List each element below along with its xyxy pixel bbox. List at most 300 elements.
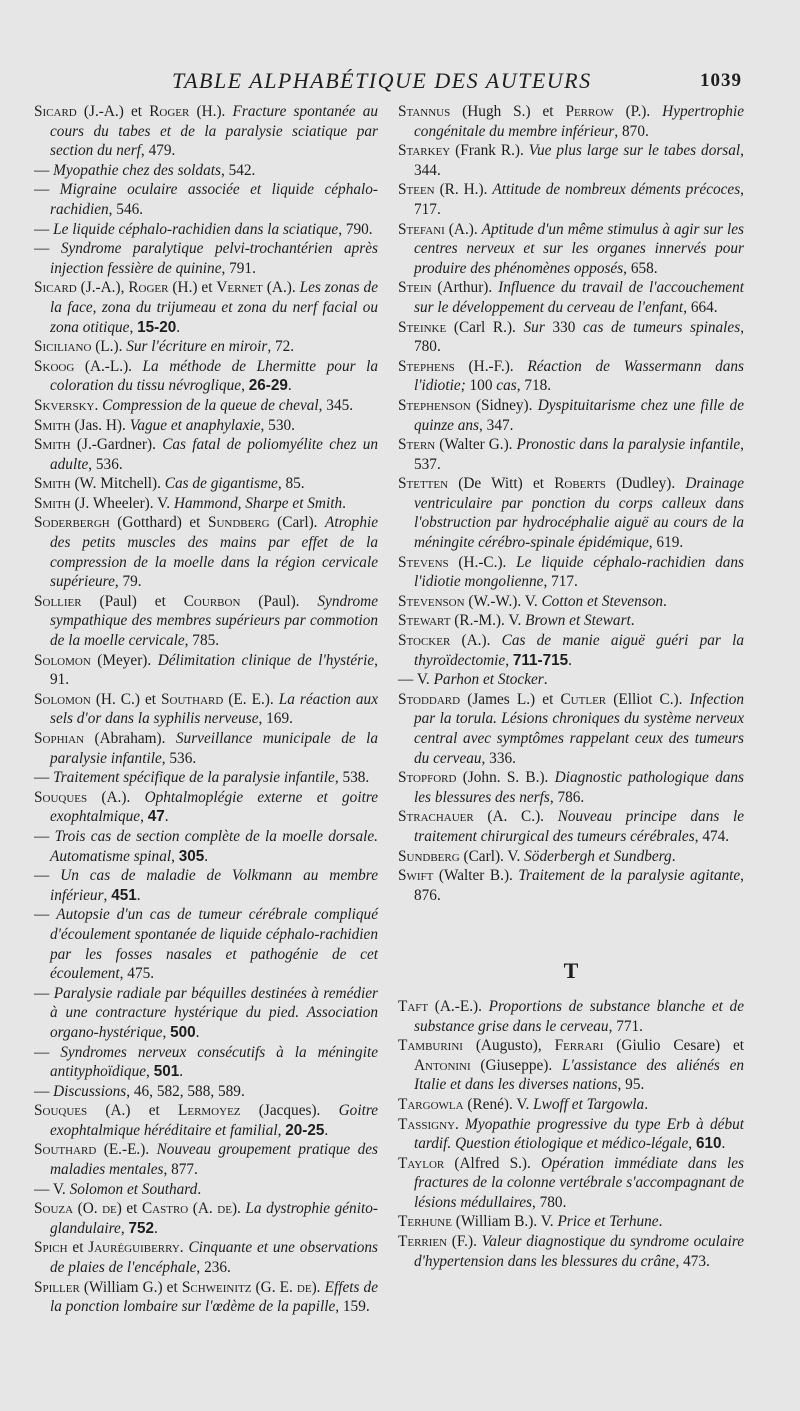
index-entry	[34, 513, 378, 591]
entry-text: (De Witt) et	[448, 475, 555, 493]
author-name: Sollier	[34, 592, 82, 610]
right-column	[398, 102, 744, 1271]
title-text: Myopathie chez des soldats	[53, 161, 221, 179]
page-ref-bold: 501	[153, 1063, 180, 1081]
entry-text: (Augusto),	[462, 1037, 555, 1055]
index-entry	[398, 357, 744, 396]
entry-text: .	[671, 847, 676, 865]
entry-text: (O.	[73, 1200, 103, 1218]
author-name: Jauréguiberry	[88, 1239, 180, 1257]
author-name: Stewart	[398, 612, 451, 630]
entry-text: , 786.	[549, 788, 585, 806]
entry-text: .	[644, 1095, 649, 1113]
entry-text: .	[342, 494, 346, 512]
author-name: Sundberg	[398, 847, 460, 865]
running-title: TABLE ALPHABÉTIQUE DES AUTEURS	[172, 68, 592, 93]
entry-text: (Alfred S.).	[444, 1154, 541, 1172]
entry-text: (J.-A.),	[76, 279, 129, 297]
author-name: de	[217, 1200, 232, 1218]
author-name: Tassigny	[398, 1115, 456, 1133]
title-text: Infection par la torula. Lésions chroniques du système nerveux central avec symptômes rappelant ceux des tumeurs du cerveau	[414, 690, 744, 767]
author-name: Targowla	[398, 1095, 464, 1113]
entry-text: .	[568, 651, 572, 669]
title-text: Nouveau principe dans le traitement chirurgical des tumeurs cérébrales	[414, 808, 745, 845]
entry-text: (E. E.).	[223, 690, 279, 708]
title-text: Syndrome sympathique des membres supérieurs par commotion de la moelle cervicale	[50, 592, 378, 650]
section-t-entries	[398, 997, 744, 1271]
index-entry	[398, 180, 744, 219]
entry-text: ,	[103, 886, 112, 904]
entry-text: 100	[465, 377, 497, 395]
entry-text: (Carl). V.	[459, 847, 525, 865]
author-name: Skoog	[34, 357, 75, 375]
entry-text: (J.-A.) et	[76, 103, 150, 120]
index-entry	[398, 1212, 744, 1232]
index-entry	[398, 611, 744, 631]
index-entry	[34, 180, 378, 219]
index-entry	[34, 102, 378, 161]
index-entry	[34, 690, 378, 729]
index-entry	[34, 1180, 378, 1200]
author-name: Sicard	[34, 103, 77, 120]
title-text: Un cas de maladie de Volkmann au membre inférieur	[50, 867, 378, 904]
entry-text: (H.).	[189, 103, 233, 120]
author-name: de	[296, 1278, 312, 1296]
entry-text: .	[663, 592, 667, 610]
author-name: Antonini	[414, 1056, 471, 1074]
author-name: Spich	[34, 1239, 68, 1257]
page-ref-bold: 610	[695, 1135, 722, 1153]
title-text: La méthode de Lhermitte pour la coloration du tissu névroglique	[50, 357, 378, 395]
entry-text: , 479.	[140, 142, 176, 160]
title-text: cas de tumeurs spinales	[583, 318, 741, 336]
title-text: Paralysie radiale par béquilles destinées à remédier à une contracture hystérique du pied. Association organo-hystérique	[50, 984, 378, 1041]
entry-text: (A.).	[87, 788, 145, 806]
author-name: Southard	[161, 690, 224, 708]
title-text: Cinquante et une observations de plaies de l'encéphale	[50, 1239, 378, 1277]
author-name: Stevens	[398, 553, 449, 571]
entry-text: (Carl R.).	[446, 318, 524, 336]
entry-text: ,	[171, 847, 179, 865]
title-text: Vague et anaphylaxie	[129, 416, 261, 434]
author-name: Cutler	[560, 690, 607, 708]
entry-text: ) et	[116, 1200, 142, 1218]
entry-text: ,	[120, 1219, 129, 1237]
index-entry	[398, 690, 744, 768]
entry-text: , 72.	[267, 338, 295, 356]
title-text: Lwoff et Targowla	[533, 1095, 645, 1113]
author-name: Soderbergh	[34, 514, 110, 532]
page-ref-bold: 500	[170, 1023, 196, 1041]
author-name: de	[102, 1200, 117, 1218]
author-name: Roberts	[554, 475, 606, 493]
index-entry	[398, 396, 744, 435]
title-text: Aptitude d'un même stimulus à agir sur les centres nerveux et sur les organes innervés pour produire des phénomènes opposés	[414, 220, 744, 277]
entry-text: ).	[311, 1278, 325, 1296]
entry-text: — V.	[398, 671, 434, 689]
author-name: Steinke	[398, 318, 447, 336]
entry-text: .	[197, 1180, 202, 1198]
author-name: Swift	[398, 867, 434, 885]
title-text: Sur l'écriture en miroir	[126, 338, 268, 356]
index-entry	[34, 435, 378, 474]
entry-text: (Paul).	[240, 592, 318, 610]
entry-text: .	[543, 671, 548, 689]
entry-text: (L.).	[91, 338, 127, 356]
entry-text: , 475.	[119, 965, 155, 983]
entry-text: (John. S. B.).	[456, 769, 555, 787]
title-text: Cas de manie aiguë guéri par la thyroïdectomie	[414, 632, 744, 669]
entry-text: (P.).	[613, 103, 663, 120]
entry-text: —	[34, 220, 54, 238]
author-name: Stein	[398, 279, 432, 297]
author-name: Smith	[34, 494, 71, 512]
author-name: Roger	[128, 279, 169, 297]
entry-text: , 336.	[481, 749, 516, 767]
entry-text: (A.) et	[87, 1102, 178, 1120]
entry-text: , 771.	[608, 1017, 643, 1035]
page-ref-bold: 711-715	[512, 651, 569, 669]
entry-text: (Dudley).	[605, 475, 686, 493]
index-entry	[398, 670, 744, 690]
entry-text: (James L.) et	[460, 690, 561, 708]
entry-text: , 347.	[479, 416, 514, 434]
index-entry	[34, 220, 378, 240]
title-text: Diagnostic pathologique dans les blessures des nerfs	[414, 769, 744, 806]
title-text: Délimitation clinique de l'hystérie	[157, 651, 375, 669]
index-entry	[34, 729, 378, 768]
author-name: Smith	[34, 416, 71, 434]
entry-text: , 530.	[260, 416, 295, 434]
entry-text: , 159.	[335, 1298, 370, 1316]
entry-text: .	[164, 808, 169, 826]
title-text: Cas fatal de poliomyélite chez un adulte	[50, 436, 378, 473]
entry-text: (A.).	[450, 632, 502, 650]
title-text: L'assistance des aliénés en Italie et dans les diverses nations	[414, 1056, 745, 1094]
entry-text: —	[34, 161, 54, 179]
title-text: Les zonas de la face, zona du trijumeau et zona du nerf facial ou zona otitique	[50, 279, 378, 336]
index-entry	[398, 435, 744, 474]
title-text: Opération immédiate dans les fractures de la colonne vertébrale s'accompagnant de lésions médullaires	[414, 1154, 744, 1211]
title-text: Dyspituitarisme chez une fille de quinze ans	[414, 396, 744, 434]
entry-text: .	[324, 1121, 329, 1139]
author-name: Solomon	[34, 651, 91, 669]
entry-text: .	[195, 1023, 200, 1041]
entry-text: (Frank R.).	[450, 142, 529, 160]
index-entry	[34, 416, 378, 436]
entry-text: ,	[277, 1121, 286, 1139]
author-name: Taylor	[398, 1154, 445, 1172]
entry-text: , 718.	[516, 377, 552, 395]
entry-text: , 169.	[258, 710, 293, 728]
author-name: Sicard	[34, 279, 77, 297]
index-entry	[398, 1036, 744, 1095]
author-name: Stoddard	[398, 690, 461, 708]
author-name: Ferrari	[554, 1037, 604, 1055]
entry-text: , 717.	[414, 181, 744, 218]
entry-text: (Walter G.).	[435, 436, 517, 454]
entry-text: (A.-E.).	[428, 997, 489, 1015]
entry-text: —	[34, 240, 61, 258]
page-ref-bold: 47	[147, 808, 165, 826]
author-name: Schweinitz	[181, 1278, 252, 1296]
index-entry	[398, 997, 744, 1036]
index-entry	[398, 1095, 744, 1115]
entry-text: (A. C.).	[473, 808, 558, 826]
index-entry	[398, 807, 744, 846]
author-name: Stephenson	[398, 396, 471, 414]
entry-text: 330	[544, 318, 583, 336]
entry-text: , 664.	[683, 298, 718, 316]
index-entry	[34, 866, 378, 905]
author-name: Stannus	[398, 103, 451, 120]
entry-text: , 876.	[414, 867, 744, 904]
entry-text: ,	[146, 1063, 154, 1081]
entry-text: (W.-W.). V.	[464, 592, 542, 610]
entry-text: —	[34, 906, 57, 924]
author-name: Terrien	[398, 1233, 448, 1251]
title-text: Price et Terhune	[557, 1213, 659, 1231]
entry-text: , 536.	[161, 749, 197, 767]
entry-text: (A.-L.).	[74, 357, 143, 375]
title-text: Söderbergh et Sundberg	[524, 847, 672, 865]
entry-text: , 474.	[694, 827, 730, 845]
title-text: Atrophie des petits muscles des mains par effet de la compression de la moelle dans la région cervicale supérieure	[50, 514, 379, 591]
index-entry	[398, 847, 744, 867]
title-text: La réaction aux sels d'or dans la syphilis nerveuse	[50, 690, 378, 728]
title-text: Solomon et Southard	[69, 1180, 198, 1198]
entry-text: —	[34, 1043, 61, 1061]
entry-text: —	[34, 984, 54, 1002]
entry-text: , 236.	[196, 1259, 231, 1277]
entry-text: .	[179, 1239, 189, 1257]
index-entry	[34, 357, 378, 396]
index-entry	[34, 788, 378, 827]
entry-text: (William G.) et	[79, 1278, 182, 1296]
entry-text: , 790.	[338, 220, 373, 238]
entry-text: , 877.	[163, 1161, 198, 1179]
index-entry	[398, 768, 744, 807]
author-name: Sundberg	[207, 514, 270, 532]
title-text: Drainage ventriculaire par ponction du corps calleux dans l'obstruction par hydrocéphalie aiguë au cours de la méningite cérébro-spinale épidémique	[414, 475, 744, 552]
author-name: Skversky	[34, 396, 95, 414]
title-text: Surveillance municipale de la paralysie infantile	[50, 730, 379, 767]
entry-text: , 538.	[334, 769, 370, 787]
entry-text: .	[94, 396, 103, 414]
title-text: Vue plus large sur le tabes dorsal	[528, 142, 741, 160]
entry-text: .	[287, 377, 292, 395]
index-entry	[34, 827, 378, 866]
author-name: Steen	[398, 181, 435, 199]
author-name: Solomon	[34, 690, 91, 708]
entry-text: (Jacques).	[240, 1102, 339, 1120]
entry-text: , 780.	[414, 318, 745, 356]
index-entry	[398, 474, 744, 552]
entry-text: (Hugh S.) et	[450, 103, 566, 120]
entry-text: .	[179, 1063, 184, 1081]
entry-text: ,	[688, 1135, 696, 1153]
entry-text: .	[455, 1115, 466, 1133]
title-text: Autopsie d'un cas de tumeur cérébrale compliqué d'écoulement spontanée de liquide céphalo-rachidien par les fosses nasales et pathogénie de cet écoulement	[50, 906, 378, 983]
title-text: Parhon et Stocker	[433, 671, 544, 689]
entry-text: (R.-M.). V.	[450, 612, 526, 630]
author-name: Terhune	[398, 1213, 452, 1231]
author-name: Lermoyez	[178, 1102, 241, 1120]
index-entry	[34, 161, 378, 181]
index-entry	[34, 1101, 378, 1140]
page-ref-bold: 26-29	[248, 377, 288, 395]
entry-text: et	[67, 1239, 89, 1257]
entry-text: ,	[505, 651, 513, 669]
entry-text: ,	[162, 1023, 171, 1041]
author-name: Perrow	[565, 103, 614, 120]
author-name: Smith	[34, 475, 71, 493]
page-ref-bold: 451	[111, 886, 137, 904]
entry-text: .	[176, 318, 181, 336]
entry-text: —	[34, 181, 60, 199]
entry-text: (H.) et	[168, 279, 217, 297]
entry-text: (R. H.).	[434, 181, 493, 199]
entry-text: , 95.	[617, 1076, 645, 1094]
author-name: Stevenson	[398, 592, 465, 610]
entry-text: .	[658, 1213, 663, 1231]
author-name: Souques	[34, 788, 88, 806]
entry-text: ,	[140, 808, 148, 826]
entry-text: (René). V.	[463, 1095, 534, 1113]
index-entry	[34, 1199, 378, 1238]
entry-text: (Walter B.).	[433, 867, 519, 885]
index-entry	[398, 553, 744, 592]
title-text: Traitement spécifique de la paralysie infantile	[53, 769, 335, 787]
author-name: Smith	[34, 436, 71, 454]
entry-text: , 91.	[50, 651, 378, 689]
title-text: Réaction de Wassermann dans l'idiotie;	[414, 357, 745, 395]
page-ref-bold: 15-20	[137, 318, 177, 336]
entry-text: —	[34, 867, 61, 885]
author-name: Souques	[34, 1102, 88, 1120]
index-entry	[34, 768, 378, 788]
author-name: Stopford	[398, 769, 457, 787]
index-entry	[34, 239, 378, 278]
index-entry	[34, 1238, 378, 1277]
entry-text: , 870.	[614, 122, 649, 140]
entry-text: (Sidney).	[470, 396, 538, 414]
title-text: Migraine oculaire associée et liquide céphalo-rachidien	[50, 181, 378, 218]
index-entry	[398, 866, 744, 905]
index-entry	[34, 592, 378, 651]
page-ref-bold: 305	[178, 847, 205, 865]
title-text: Le liquide céphalo-rachidien dans la sciatique	[53, 220, 339, 238]
index-entry	[398, 592, 744, 612]
title-text: Pronostic dans la paralysie infantile	[516, 436, 741, 454]
author-name: Souza	[34, 1200, 74, 1218]
index-entry	[398, 278, 744, 317]
author-name: Southard	[34, 1141, 97, 1159]
index-entry	[398, 1115, 744, 1154]
index-entry	[34, 1140, 378, 1179]
index-entry	[398, 141, 744, 180]
entry-text: —	[34, 1082, 54, 1100]
title-text: Sur	[523, 318, 545, 336]
entry-text: (Gotthard) et	[109, 514, 208, 532]
entry-text: , 717.	[543, 573, 578, 591]
page-ref-bold: 752	[128, 1219, 155, 1237]
title-text: Attitude de nombreux déments précoces	[492, 181, 741, 199]
entry-text: ).	[231, 1200, 246, 1218]
author-name: Courbon	[183, 592, 241, 610]
title-text: Le liquide céphalo-rachidien dans l'idiotie mongolienne	[414, 553, 744, 591]
left-column	[34, 102, 378, 1317]
title-text: Hypertrophie congénitale du membre inférieur	[414, 103, 744, 140]
index-entry	[398, 318, 744, 357]
index-entry	[398, 1154, 744, 1213]
title-text: Nouveau groupement pratique des maladies mentales	[50, 1141, 378, 1179]
entry-text: , 780.	[531, 1193, 567, 1211]
entry-text: , 546.	[108, 200, 144, 218]
index-entry	[34, 278, 378, 337]
title-text: Traitement de la paralysie agitante	[518, 867, 741, 885]
entry-text: , 46, 582, 588, 589.	[126, 1082, 245, 1100]
entry-text: (Giulio Cesare) et	[603, 1037, 744, 1055]
entry-text: (William B.). V.	[451, 1213, 558, 1231]
entry-text: (E.-E.).	[96, 1141, 157, 1159]
entry-text: (Arthur).	[431, 279, 499, 297]
entry-text: (J.-Gardner).	[70, 436, 163, 454]
title-text: Ophtalmoplégie externe et goitre exophtalmique	[50, 788, 378, 826]
entry-text: , 537.	[414, 436, 744, 473]
index-entry	[398, 1232, 744, 1271]
entry-text: (G. E.	[251, 1278, 297, 1296]
index-entry	[398, 220, 744, 279]
entry-text: (A.).	[262, 279, 300, 297]
title-text: Myopathie progressive du type Erb à début tardif. Question étiologique et médico-légale	[414, 1115, 744, 1153]
entry-text: ,	[241, 377, 249, 395]
entry-text: (W. Mitchell).	[70, 475, 165, 493]
title-text: Trois cas de section complète de la moelle dorsale. Automatisme spinal	[50, 827, 378, 865]
index-entry	[398, 102, 744, 141]
index-entry	[34, 1082, 378, 1102]
page-header	[0, 68, 800, 100]
author-name: Stocker	[398, 632, 451, 650]
entry-text: ,	[129, 318, 138, 336]
author-name: Stern	[398, 436, 436, 454]
author-name: Stephens	[398, 357, 455, 375]
index-entry	[34, 396, 378, 416]
author-name: Tamburini	[398, 1037, 463, 1055]
title-text: Effets de la ponction lombaire sur l'œdème de la papille	[50, 1278, 378, 1316]
author-name: Sophian	[34, 730, 85, 747]
index-entry	[398, 631, 744, 670]
entry-text: , 658.	[623, 259, 658, 277]
entry-text: (A.	[188, 1200, 218, 1218]
author-name: Castro	[141, 1200, 189, 1218]
section-letter: T	[563, 958, 579, 984]
entry-text: .	[630, 612, 635, 630]
title-text: Valeur diagnostique du syndrome oculaire d'hypertension dans les blessures du crâne	[414, 1233, 744, 1270]
entry-text: , 785.	[184, 632, 220, 650]
page-ref-bold: 20-25	[285, 1121, 325, 1139]
author-name: Stefani	[398, 220, 445, 238]
entry-text: .	[136, 886, 141, 904]
index-entry	[34, 651, 378, 690]
title-text: Influence du travail de l'accouchement sur le développement du cerveau de l'enfant	[414, 279, 744, 316]
title-text: Cotton et Stevenson	[541, 592, 663, 610]
entry-text: , 536.	[88, 455, 123, 473]
entry-text: , 791.	[221, 259, 256, 277]
title-text: Proportions de substance blanche et de substance grise dans le cerveau	[414, 997, 744, 1035]
title-text: Fracture spontanée au cours du tabes et de la paralysie sciatique par section du nerf	[50, 103, 378, 160]
entry-text: .	[721, 1135, 726, 1153]
